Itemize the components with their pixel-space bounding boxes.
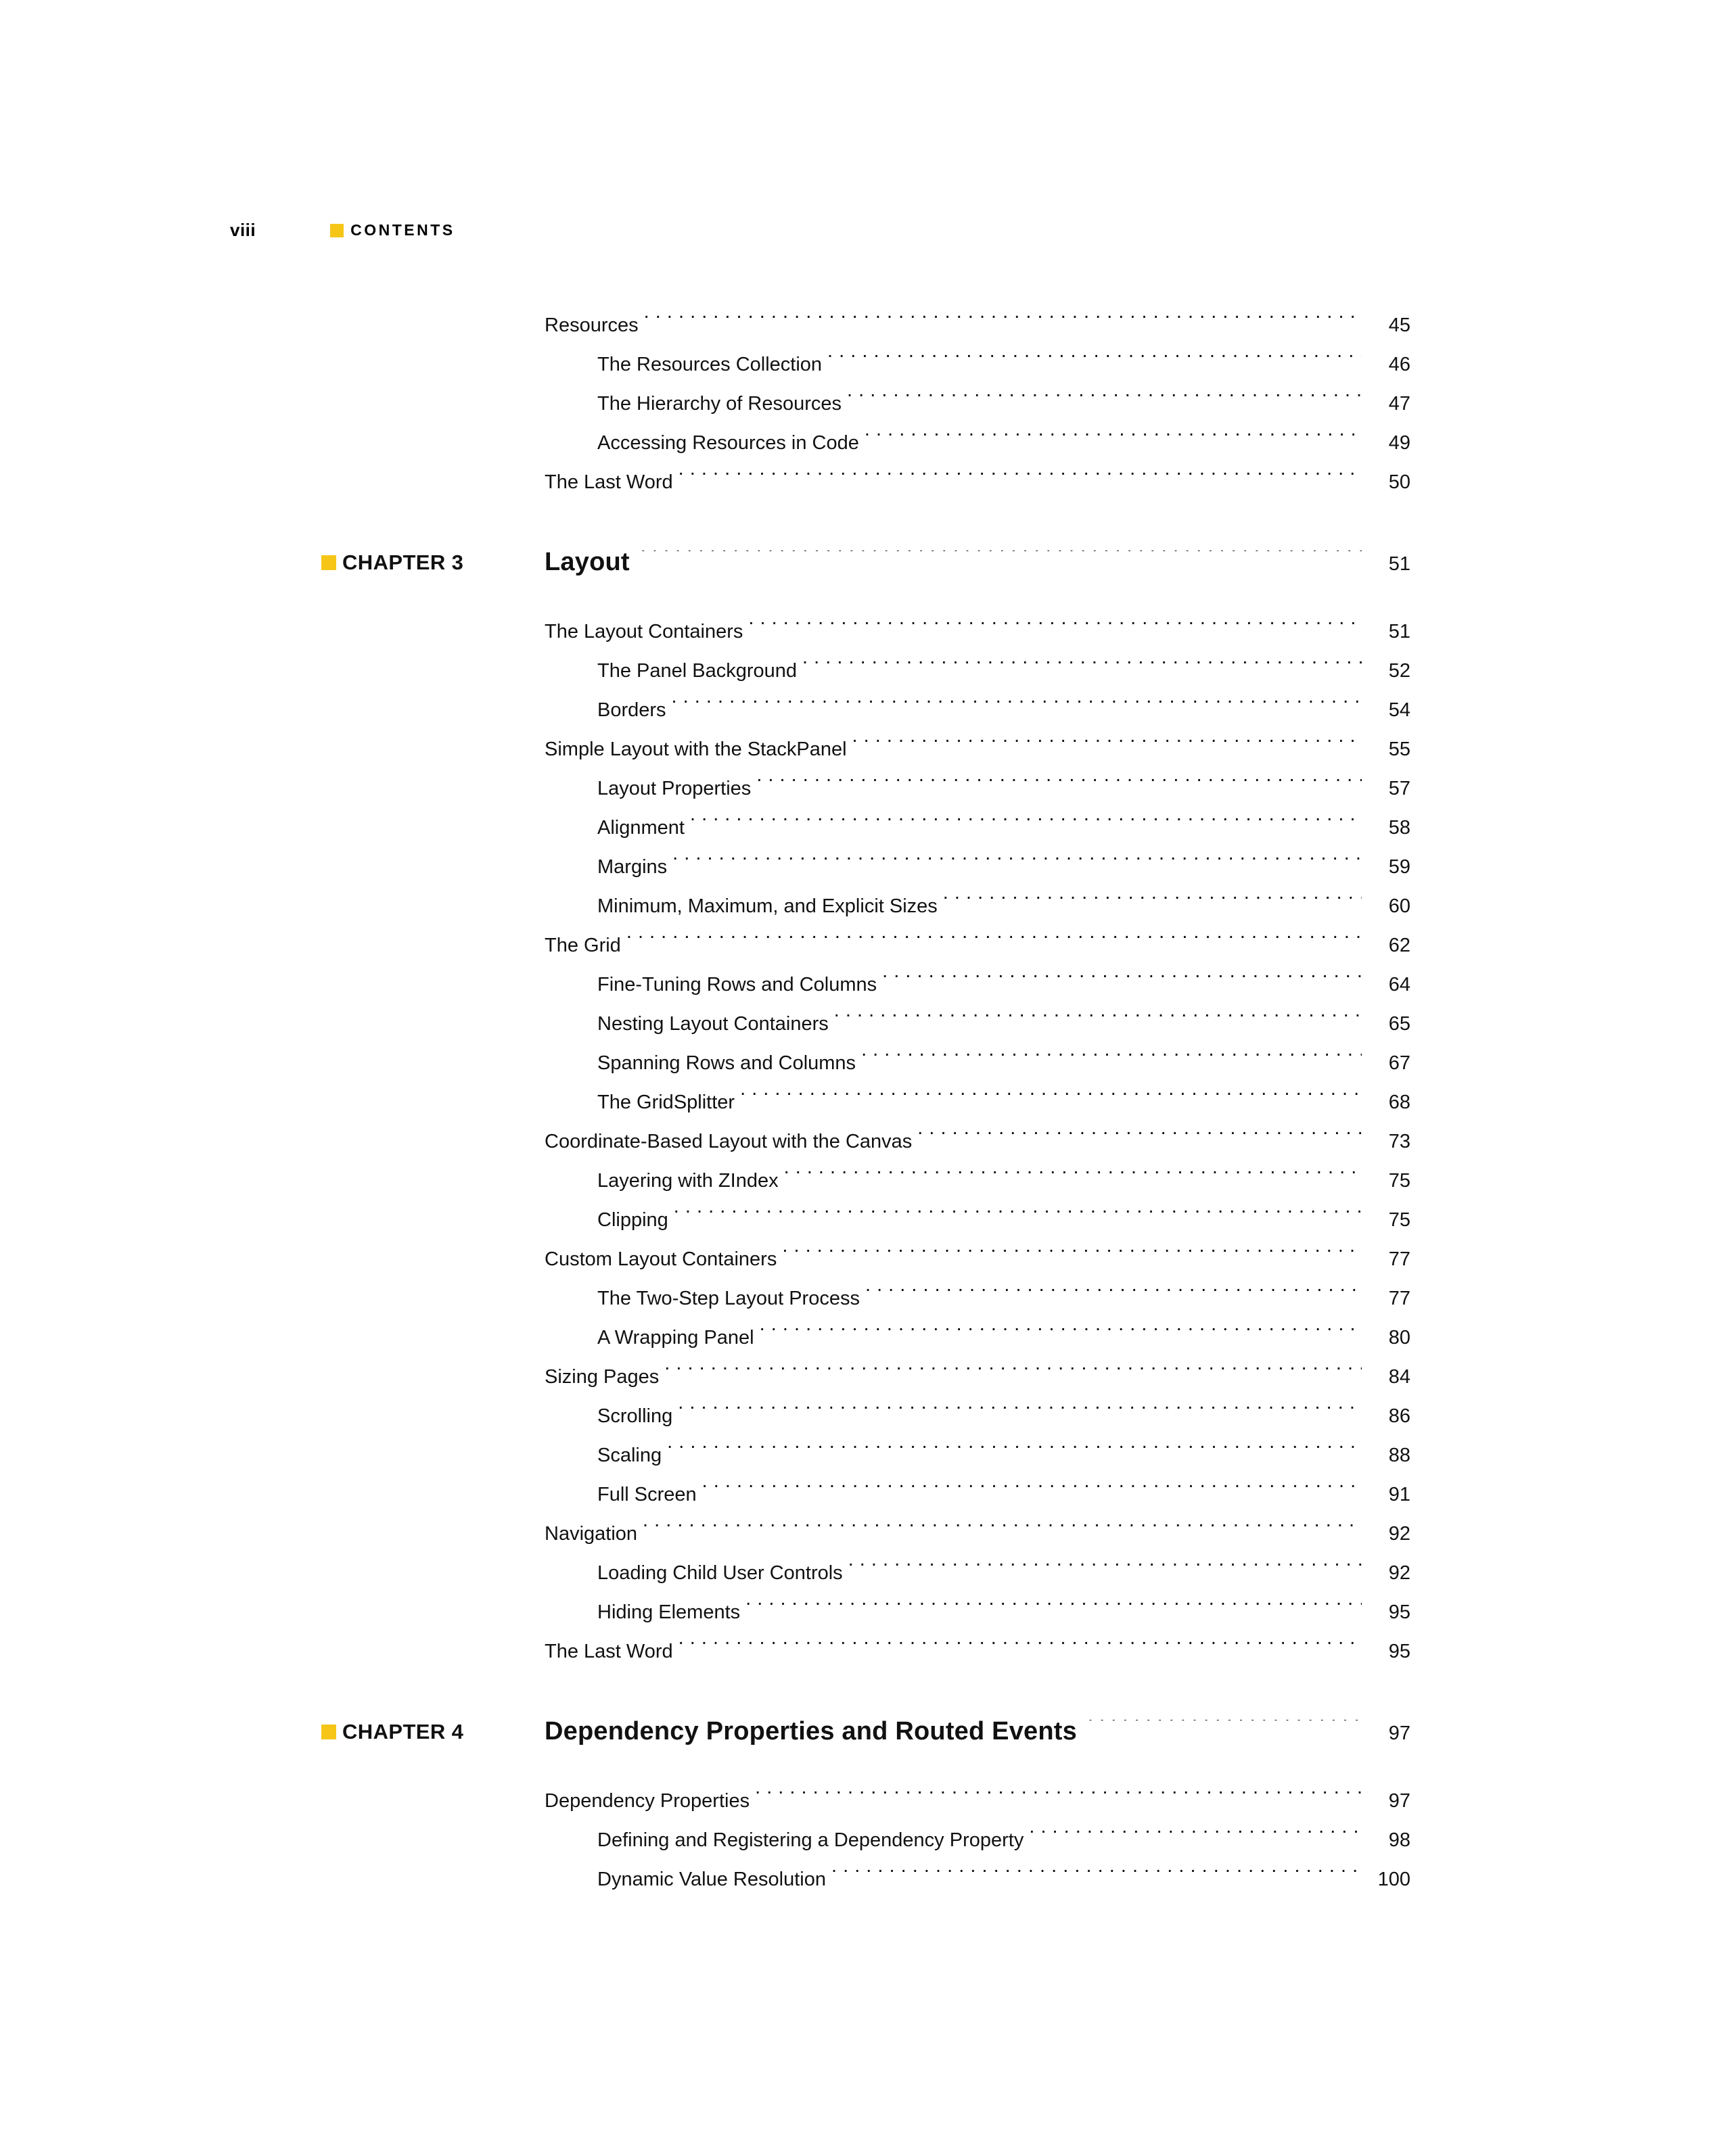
toc-entry-title: Spanning Rows and Columns [597, 1052, 856, 1074]
running-header [230, 220, 455, 241]
toc-entry-page-number: 45 [1388, 314, 1410, 336]
dot-leader [643, 1520, 1362, 1540]
toc-entry-title: Dependency Properties [545, 1790, 750, 1812]
toc-entry[interactable] [545, 1706, 1410, 1758]
toc-entry-page-number: 64 [1388, 974, 1410, 995]
toc-entry-page-number: 59 [1388, 856, 1410, 878]
toc-entry[interactable] [545, 808, 1410, 847]
toc-entry-row[interactable] [321, 1821, 1410, 1860]
toc-entry-title: The Layout Containers [545, 621, 743, 642]
dot-leader [882, 971, 1362, 991]
chapter-label: CHAPTER 3 [342, 550, 464, 574]
toc-entry-row[interactable] [321, 1357, 1410, 1397]
dot-leader [678, 469, 1362, 488]
toc-entry[interactable] [545, 612, 1410, 651]
toc-entry-page-number: 80 [1388, 1327, 1410, 1349]
toc-entry-page-number: 86 [1388, 1405, 1410, 1427]
toc-entry-row[interactable] [321, 423, 1410, 463]
toc-entry-row[interactable] [321, 306, 1410, 345]
toc-entry-row[interactable] [321, 345, 1410, 384]
chapter-label: CHAPTER 4 [342, 1720, 464, 1743]
dot-leader [782, 1246, 1362, 1265]
toc-entry-title: Minimum, Maximum, and Explicit Sizes [597, 895, 938, 917]
toc-entry-title: Navigation [545, 1523, 638, 1545]
toc-entry-title: Dependency Properties and Routed Events [545, 1717, 1077, 1745]
toc-entry-row[interactable] [321, 1860, 1410, 1899]
toc-entry-title: Defining and Registering a Dependency Property [597, 1829, 1024, 1851]
chapter-marker [321, 538, 545, 588]
toc-entry[interactable] [545, 306, 1410, 345]
toc-entry-title: Scaling [597, 1445, 662, 1466]
toc-entry-title: Full Screen [597, 1484, 697, 1505]
toc-entry[interactable] [545, 1240, 1410, 1279]
toc-entry-title: Coordinate-Based Layout with the Canvas [545, 1131, 913, 1152]
chapter-square-icon [321, 1725, 336, 1739]
toc-entry-title: Loading Child User Controls [597, 1562, 843, 1584]
toc-entry-row[interactable] [321, 887, 1410, 926]
dot-leader [748, 618, 1362, 638]
dot-leader [852, 736, 1362, 755]
toc-entry-page-number: 91 [1388, 1484, 1410, 1505]
toc-entry-title: Simple Layout with the StackPanel [545, 739, 847, 760]
toc-entry-row[interactable] [321, 1004, 1410, 1044]
toc-entry-page-number: 100 [1377, 1869, 1410, 1890]
toc-entry-row[interactable] [321, 1397, 1410, 1436]
toc-entry[interactable] [545, 1044, 1410, 1083]
toc-entry-title: The Last Word [545, 471, 673, 493]
toc-entry[interactable] [545, 423, 1410, 463]
chapter-square-icon [321, 555, 336, 570]
toc-entry-page-number: 57 [1388, 778, 1410, 799]
dot-leader [672, 853, 1362, 873]
toc-entry-page-number: 92 [1388, 1523, 1410, 1545]
table-of-contents [321, 306, 1410, 1899]
toc-entry-page-number: 97 [1388, 1723, 1410, 1744]
toc-entry-row[interactable] [321, 1122, 1410, 1161]
dot-leader [664, 1363, 1362, 1383]
toc-entry-page-number: 77 [1388, 1248, 1410, 1270]
toc-entry-title: The Grid [545, 935, 621, 956]
toc-entry-title: Scrolling [597, 1405, 673, 1427]
toc-entry-title: Alignment [597, 817, 685, 839]
toc-entry-title: Custom Layout Containers [545, 1248, 777, 1270]
toc-entry-page-number: 77 [1388, 1288, 1410, 1309]
dot-leader [831, 1866, 1362, 1885]
toc-entry[interactable] [545, 690, 1410, 730]
dot-leader [834, 1010, 1362, 1030]
toc-entry-row[interactable] [321, 1781, 1410, 1821]
dot-leader [667, 1442, 1362, 1461]
toc-entry-title: Layering with ZIndex [597, 1170, 779, 1192]
dot-leader [784, 1167, 1362, 1187]
toc-entry-row[interactable] [321, 1200, 1410, 1240]
toc-entry-title: Accessing Resources in Code [597, 432, 859, 454]
toc-entry-row[interactable] [321, 1083, 1410, 1122]
header-square-icon [330, 224, 344, 237]
toc-entry-page-number: 68 [1388, 1092, 1410, 1113]
toc-entry[interactable] [545, 1318, 1410, 1357]
dot-leader [644, 312, 1362, 331]
toc-entry[interactable] [545, 965, 1410, 1004]
toc-entry-page-number: 54 [1388, 699, 1410, 721]
toc-entry-row[interactable] [321, 847, 1410, 887]
toc-entry-page-number: 50 [1388, 471, 1410, 493]
toc-chapter-row[interactable] [321, 537, 1410, 589]
toc-entry[interactable] [545, 730, 1410, 769]
spacer [321, 1671, 1410, 1706]
toc-entry-page-number: 95 [1388, 1601, 1410, 1623]
spacer [321, 589, 1410, 612]
toc-entry-page-number: 84 [1388, 1366, 1410, 1388]
toc-entry[interactable] [545, 1004, 1410, 1044]
toc-entry[interactable] [545, 1083, 1410, 1122]
toc-entry[interactable] [545, 537, 1410, 589]
dot-leader [678, 1638, 1362, 1658]
dot-leader [672, 697, 1362, 716]
toc-entry-title: Margins [597, 856, 668, 878]
toc-entry[interactable] [545, 1122, 1410, 1161]
toc-entry[interactable] [545, 1357, 1410, 1397]
dot-leader [1088, 1720, 1362, 1739]
toc-entry[interactable] [545, 1475, 1410, 1514]
toc-entry-title: Sizing Pages [545, 1366, 660, 1388]
toc-entry-row[interactable] [321, 384, 1410, 423]
toc-entry-row[interactable] [321, 926, 1410, 965]
toc-entry-page-number: 88 [1388, 1445, 1410, 1466]
toc-entry-row[interactable] [321, 965, 1410, 1004]
toc-entry-title: The Panel Background [597, 660, 798, 682]
dot-leader [917, 1128, 1362, 1148]
toc-entry-row[interactable] [321, 1593, 1410, 1632]
dot-leader [674, 1206, 1362, 1226]
chapter-marker [321, 1707, 545, 1757]
dot-leader [848, 1560, 1362, 1579]
dot-leader [861, 1050, 1362, 1069]
toc-entry-row[interactable] [321, 769, 1410, 808]
toc-entry[interactable] [545, 651, 1410, 690]
toc-entry-title: A Wrapping Panel [597, 1327, 754, 1349]
dot-leader [745, 1599, 1362, 1618]
toc-entry[interactable] [545, 1860, 1410, 1899]
toc-entry-row[interactable] [321, 1475, 1410, 1514]
toc-entry-page-number: 51 [1388, 621, 1410, 642]
spacer [321, 502, 1410, 537]
toc-entry-title: The Hierarchy of Resources [597, 393, 842, 415]
toc-entry[interactable] [545, 1632, 1410, 1671]
toc-entry[interactable] [545, 1161, 1410, 1200]
toc-entry-page-number: 97 [1388, 1790, 1410, 1812]
toc-entry-title: The GridSplitter [597, 1092, 735, 1113]
toc-chapter-row[interactable] [321, 1706, 1410, 1758]
toc-entry-row[interactable] [321, 1318, 1410, 1357]
toc-entry[interactable] [545, 1279, 1410, 1318]
dot-leader [865, 429, 1362, 449]
toc-entry[interactable] [545, 1514, 1410, 1553]
dot-leader [760, 1324, 1362, 1344]
dot-leader [702, 1481, 1362, 1501]
toc-entry-page-number: 75 [1388, 1209, 1410, 1231]
toc-entry-page-number: 49 [1388, 432, 1410, 454]
toc-entry-row[interactable] [321, 730, 1410, 769]
toc-entry-page-number: 52 [1388, 660, 1410, 682]
toc-entry-page-number: 47 [1388, 393, 1410, 415]
toc-entry-title: Hiding Elements [597, 1601, 741, 1623]
toc-entry[interactable] [545, 1200, 1410, 1240]
toc-entry-page-number: 46 [1388, 354, 1410, 375]
dot-leader [641, 550, 1362, 570]
toc-entry-page-number: 95 [1388, 1641, 1410, 1662]
page-folio: viii [230, 220, 256, 240]
toc-entry[interactable] [545, 769, 1410, 808]
toc-entry-page-number: 60 [1388, 895, 1410, 917]
toc-entry-page-number: 62 [1388, 935, 1410, 956]
toc-entry[interactable] [545, 1553, 1410, 1593]
toc-entry-title: Layout Properties [597, 778, 752, 799]
toc-entry-page-number: 58 [1388, 817, 1410, 839]
toc-entry-page-number: 98 [1388, 1829, 1410, 1851]
toc-entry[interactable] [545, 847, 1410, 887]
toc-entry-page-number: 92 [1388, 1562, 1410, 1584]
toc-entry-title: The Resources Collection [597, 354, 823, 375]
toc-entry-title: Dynamic Value Resolution [597, 1869, 826, 1890]
toc-entry-row[interactable] [321, 808, 1410, 847]
dot-leader [847, 390, 1362, 410]
toc-entry[interactable] [545, 384, 1410, 423]
toc-entry-title: Fine-Tuning Rows and Columns [597, 974, 877, 995]
toc-entry-row[interactable] [321, 690, 1410, 730]
toc-entry[interactable] [545, 1821, 1410, 1860]
toc-entry-title: Nesting Layout Containers [597, 1013, 829, 1035]
toc-entry[interactable] [545, 1593, 1410, 1632]
toc-entry-row[interactable] [321, 1279, 1410, 1318]
toc-entry-page-number: 67 [1388, 1052, 1410, 1074]
toc-entry[interactable] [545, 1397, 1410, 1436]
toc-entry-page-number: 65 [1388, 1013, 1410, 1035]
dot-leader [626, 932, 1362, 952]
dot-leader [756, 775, 1362, 795]
toc-entry-row[interactable] [321, 651, 1410, 690]
header-label: CONTENTS [350, 221, 455, 239]
toc-entry-page-number: 55 [1388, 739, 1410, 760]
toc-entry-row[interactable] [321, 1240, 1410, 1279]
toc-entry-title: The Last Word [545, 1641, 673, 1662]
toc-entry-title: Clipping [597, 1209, 668, 1231]
toc-entry[interactable] [545, 1436, 1410, 1475]
toc-entry[interactable] [545, 887, 1410, 926]
toc-entry-row[interactable] [321, 1161, 1410, 1200]
toc-entry[interactable] [545, 463, 1410, 502]
dot-leader [755, 1787, 1362, 1807]
toc-entry-row[interactable] [321, 1044, 1410, 1083]
dot-leader [1029, 1827, 1362, 1846]
toc-entry-page-number: 75 [1388, 1170, 1410, 1192]
spacer [321, 1758, 1410, 1781]
toc-entry-row[interactable] [321, 612, 1410, 651]
dot-leader [690, 814, 1362, 834]
toc-entry[interactable] [545, 926, 1410, 965]
toc-entry-title: The Two-Step Layout Process [597, 1288, 860, 1309]
dot-leader [678, 1403, 1362, 1422]
dot-leader [802, 657, 1362, 677]
toc-entry[interactable] [545, 345, 1410, 384]
dot-leader [740, 1089, 1362, 1108]
dot-leader [827, 351, 1362, 371]
toc-entry-row[interactable] [321, 463, 1410, 502]
toc-entry-title: Layout [545, 548, 630, 576]
toc-entry[interactable] [545, 1781, 1410, 1821]
toc-entry-row[interactable] [321, 1632, 1410, 1671]
toc-entry-title: Resources [545, 314, 639, 336]
toc-entry-row[interactable] [321, 1553, 1410, 1593]
toc-entry-row[interactable] [321, 1514, 1410, 1553]
dot-leader [943, 893, 1362, 912]
toc-entry-title: Borders [597, 699, 666, 721]
toc-entry-page-number: 51 [1388, 553, 1410, 575]
toc-entry-row[interactable] [321, 1436, 1410, 1475]
dot-leader [865, 1285, 1362, 1305]
toc-entry-page-number: 73 [1388, 1131, 1410, 1152]
